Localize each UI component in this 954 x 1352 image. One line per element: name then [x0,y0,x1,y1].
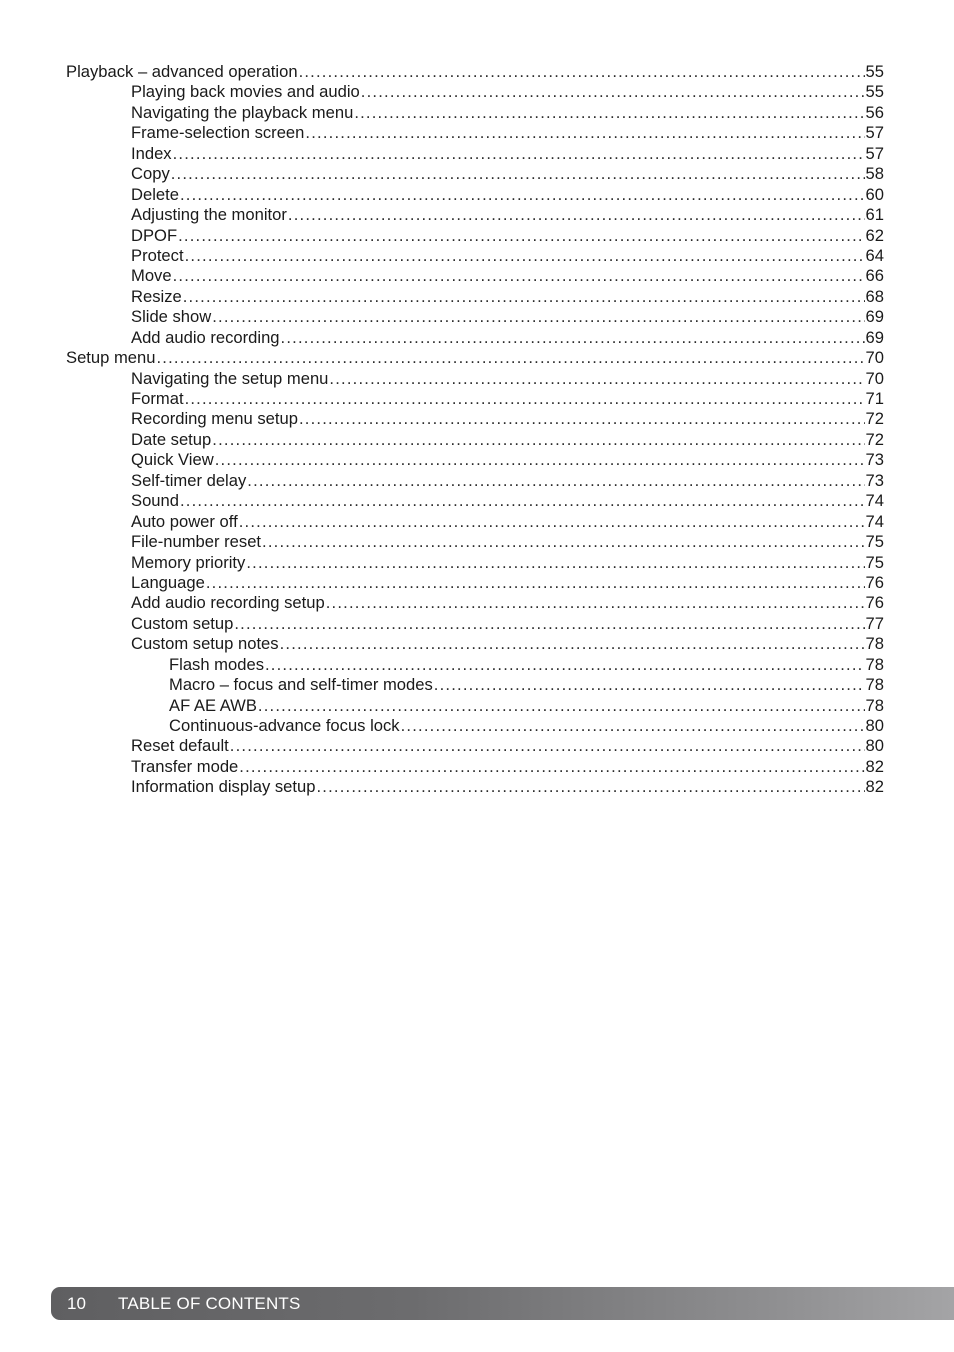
dot-leader [185,389,865,409]
dot-leader [178,226,864,246]
toc-entry-title: DPOF [131,225,178,245]
toc-entry-page: 55 [865,62,884,81]
toc-entry-page: 61 [865,205,884,225]
toc-entry [66,532,884,552]
dot-leader [280,634,865,654]
toc-entry [66,164,884,184]
dot-leader [316,777,864,797]
toc-entry [66,573,884,593]
toc-entry-title: Custom setup notes [131,634,279,654]
dot-leader [246,553,864,573]
toc-entry-title: Format [131,389,184,408]
toc-entry-page: 75 [865,532,884,552]
toc-entry-page: 68 [865,286,884,306]
toc-entry-page: 70 [865,348,884,368]
toc-entry-title: Delete [131,184,179,204]
toc-entry-page: 73 [865,450,884,470]
dot-leader [361,82,865,102]
toc-entry [66,512,884,532]
toc-entry-title: Slide show [131,307,212,327]
toc-entry [66,675,884,695]
toc-entry-page: 73 [865,470,884,490]
toc-entry-page: 77 [865,613,884,633]
toc-entry [66,82,884,102]
dot-leader [239,757,864,777]
dot-leader [247,471,864,491]
toc-entry-page: 56 [865,102,884,122]
toc-entry-title: Playback – advanced operation [66,62,298,81]
toc-entry [66,757,884,777]
toc-entry [66,226,884,246]
toc-entry-page: 57 [865,123,884,143]
toc-entry-page: 82 [865,777,884,797]
dot-leader [215,450,865,470]
dot-leader [262,532,865,552]
toc-entry [66,593,884,613]
toc-entry-title: Frame-selection screen [131,123,305,143]
toc-entry [66,634,884,654]
toc-entry-title: Add audio recording setup [131,593,325,613]
toc-entry [66,553,884,573]
toc-entry [66,266,884,286]
toc-entry-title: Language [131,572,205,592]
dot-leader [305,123,864,143]
toc-entry [66,716,884,736]
toc-entry-title: Add audio recording [131,327,280,347]
toc-entry-page: 76 [865,593,884,613]
toc-entry [66,450,884,470]
toc-entry-page: 72 [865,429,884,449]
dot-leader [183,287,865,307]
toc-entry-title: Move [131,266,172,286]
dot-leader [434,675,865,695]
toc-entry [66,307,884,327]
toc-entry [66,614,884,634]
toc-entry-title: Setup menu [66,348,156,368]
toc-entry-page: 78 [865,695,884,715]
dot-leader [156,348,864,368]
dot-leader [299,62,865,82]
toc-entry-title: Navigating the setup menu [131,368,329,388]
toc-entry-title: Date setup [131,429,212,449]
toc-entry-page: 76 [865,572,884,592]
toc-entry [66,185,884,205]
toc-entry [66,491,884,511]
toc-entry [66,736,884,756]
toc-entry [66,389,884,409]
toc-entry-title: Transfer mode [131,756,239,776]
footer-section-title: TABLE OF CONTENTS [118,1294,301,1313]
dot-leader [180,185,865,205]
toc-entry-page: 70 [865,368,884,388]
footer-page-number: 10 [67,1294,86,1313]
toc-entry-title: Memory priority [131,552,246,572]
dot-leader [329,369,864,389]
toc-entry-title: Resize [131,286,182,306]
dot-leader [281,328,865,348]
toc-entry-title: Continuous-advance focus lock [169,716,400,735]
toc-entry-title: Playing back movies and audio [131,82,360,102]
footer-bar [51,1287,954,1320]
dot-leader [212,430,864,450]
toc-entry [66,287,884,307]
toc-entry [66,409,884,429]
toc-entry [66,369,884,389]
toc-entry-title: Self-timer delay [131,470,247,490]
toc-entry [66,655,884,675]
toc-entry-page: 71 [865,389,884,408]
toc-entry-page: 78 [865,675,884,695]
toc-entry-title: Copy [131,164,170,184]
toc-entry [66,123,884,143]
dot-leader [180,491,865,511]
toc-entry-page: 60 [865,184,884,204]
toc-entry [66,696,884,716]
toc-entry [66,103,884,123]
toc-entry-page: 58 [865,164,884,184]
toc-entry-page: 82 [865,756,884,776]
dot-leader [288,205,865,225]
dot-leader [354,103,864,123]
toc-entry-title: Navigating the playback menu [131,102,354,122]
toc-entry [66,205,884,225]
toc-entry-title: Custom setup [131,613,234,633]
toc-entry [66,471,884,491]
toc-entry [66,348,884,368]
toc-entry [66,144,884,164]
toc-entry [66,430,884,450]
toc-entry-page: 66 [865,266,884,286]
toc-entry-page: 78 [865,654,884,674]
dot-leader [171,164,865,184]
dot-leader [265,655,865,675]
toc-entry-page: 62 [865,225,884,245]
dot-leader [212,307,864,327]
dot-leader [234,614,864,634]
toc-entry-page: 72 [865,409,884,429]
toc-entry-title: Macro – focus and self-timer modes [169,675,433,695]
toc-entry-page: 74 [865,491,884,511]
toc-entry-page: 69 [865,327,884,347]
dot-leader [185,246,865,266]
dot-leader [173,266,865,286]
dot-leader [206,573,865,593]
dot-leader [230,736,865,756]
dot-leader [258,696,865,716]
toc-entry-title: Index [131,143,172,163]
dot-leader [401,716,865,736]
toc-entry-title: File-number reset [131,532,262,552]
toc-entry-page: 80 [865,736,884,756]
toc-entry-page: 78 [865,634,884,654]
toc-entry [66,246,884,266]
toc-entry-title: Quick View [131,450,214,470]
table-of-contents [66,62,884,798]
toc-entry-page: 75 [865,552,884,572]
toc-entry-page: 69 [865,307,884,327]
toc-entry-page: 80 [865,716,884,735]
toc-entry-title: Auto power off [131,511,238,531]
dot-leader [173,144,865,164]
toc-entry-title: Protect [131,245,184,265]
toc-entry-title: Flash modes [169,654,264,674]
toc-entry-page: 55 [865,82,884,102]
toc-entry-title: Information display setup [131,777,316,797]
toc-entry-page: 74 [865,511,884,531]
toc-entry-title: Sound [131,491,179,511]
dot-leader [326,593,865,613]
toc-entry-title: Recording menu setup [131,409,298,429]
dot-leader [299,409,865,429]
toc-entry-title: Reset default [131,736,229,756]
toc-entry [66,777,884,797]
toc-entry [66,328,884,348]
toc-entry-page: 64 [865,245,884,265]
dot-leader [239,512,865,532]
toc-entry [66,62,884,82]
toc-entry-title: AF AE AWB [169,695,257,715]
toc-entry-title: Adjusting the monitor [131,205,287,225]
toc-entry-page: 57 [865,143,884,163]
